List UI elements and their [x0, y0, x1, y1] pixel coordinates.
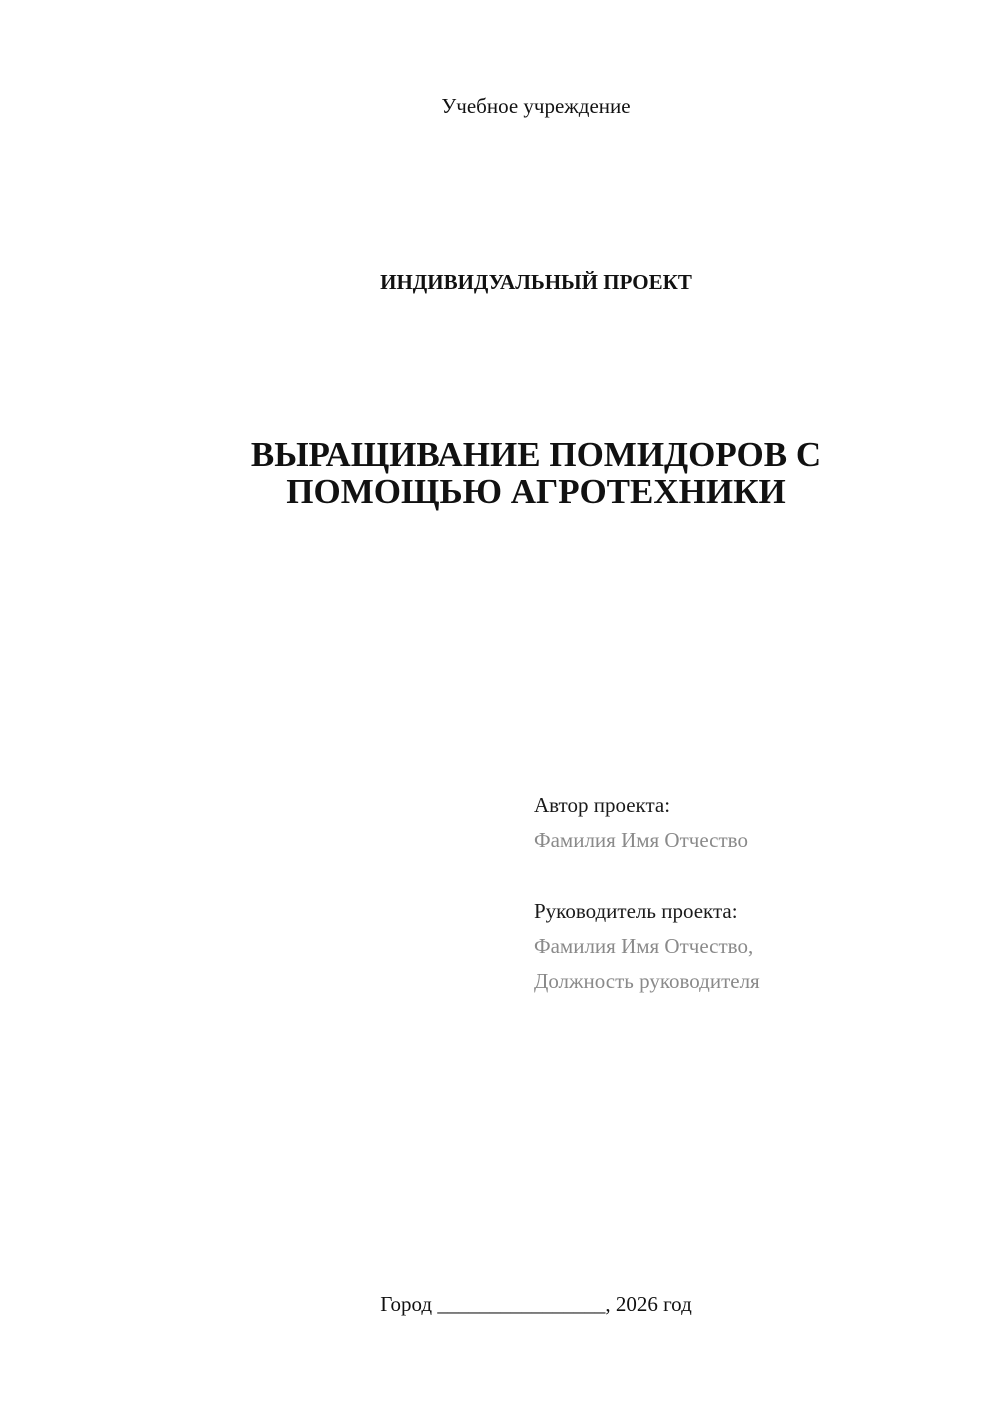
document-type: ИНДИВИДУАЛЬНЫЙ ПРОЕКТ	[380, 270, 692, 294]
project-title-line-1: ВЫРАЩИВАНИЕ ПОМИДОРОВ С	[250, 435, 822, 474]
credits-block	[534, 788, 974, 999]
author-label: Автор проекта:	[534, 793, 671, 817]
author-name: Фамилия Имя Отчество	[534, 828, 748, 852]
project-title-line-2: ПОМОЩЬЮ АГРОТЕХНИКИ	[286, 472, 786, 511]
supervisor-position: Должность руководителя	[534, 969, 760, 993]
supervisor-name: Фамилия Имя Отчество,	[534, 934, 754, 958]
city-year-line: Город ________________, 2026 год	[380, 1292, 692, 1316]
supervisor-label: Руководитель проекта:	[534, 899, 738, 923]
spacer	[534, 858, 974, 894]
institution-name: Учебное учреждение	[441, 94, 631, 118]
project-title	[0, 436, 1000, 510]
